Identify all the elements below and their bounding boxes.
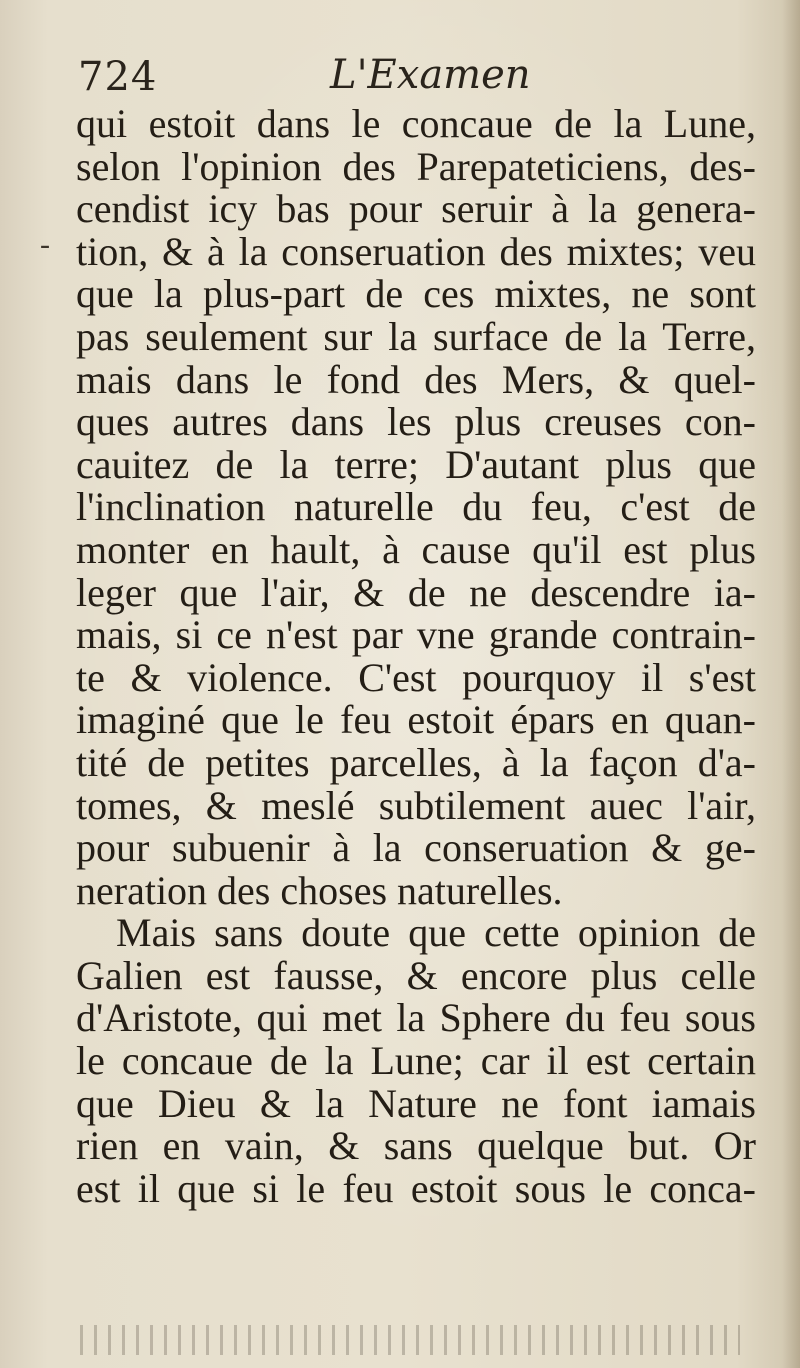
margin-mark: - — [40, 228, 50, 261]
running-title-text: L'Examen — [330, 52, 531, 98]
text-line: mais, si ce n'est par vne grande contrain- — [76, 612, 756, 658]
text-line: pas seulement sur la surface de la Terre, — [76, 313, 756, 359]
running-title — [330, 52, 531, 98]
text-line: te & violence. C'est pourquoy il s'est — [76, 654, 756, 700]
text-line: leger que l'air, & de ne descendre ia- — [76, 569, 756, 615]
text-line: l'inclination naturelle du feu, c'est de — [76, 484, 756, 530]
text-line: cendist icy bas pour seruir à la genera- — [76, 186, 756, 232]
show-through-ink — [80, 1325, 740, 1355]
text-line: Mais sans doute que cette opinion de — [116, 910, 756, 956]
text-line: imaginé que le feu estoit épars en quan- — [76, 697, 756, 743]
text-line: selon l'opinion des Parepateticiens, des- — [76, 143, 756, 189]
text-line: d'Aristote, qui met la Sphere du feu sous — [76, 995, 756, 1041]
text-line: ques autres dans les plus creuses con- — [76, 399, 756, 445]
text-line: que Dieu & la Nature ne font iamais — [76, 1080, 756, 1126]
page-number: 724 — [78, 54, 158, 100]
text-line: tion, & à la conseruation des mixtes; veu — [76, 228, 756, 274]
text-line: cauitez de la terre; D'autant plus que — [76, 441, 756, 487]
page-gutter-shadow — [782, 0, 800, 1368]
text-line: pour subuenir à la conseruation & ge- — [76, 825, 756, 871]
text-line: rien en vain, & sans quelque but. Or — [76, 1123, 756, 1169]
text-line: tomes, & meslé subtilement auec l'air, — [76, 782, 756, 828]
text-line: Galien est fausse, & encore plus celle — [76, 952, 756, 998]
text-line: que la plus-part de ces mixtes, ne sont — [76, 271, 756, 317]
text-line: neration des choses naturelles. — [76, 867, 563, 913]
text-line: monter en hault, à cause qu'il est plus — [76, 526, 756, 572]
text-line: qui estoit dans le concaue de la Lune, — [76, 101, 756, 146]
body-text — [76, 103, 756, 1210]
text-line: le concaue de la Lune; car il est certain — [76, 1038, 756, 1084]
text-line: tité de petites parcelles, à la façon d'a- — [76, 739, 756, 785]
text-line: mais dans le fond des Mers, & quel- — [76, 356, 756, 402]
text-line: est il que si le feu estoit sous le conca- — [76, 1165, 756, 1211]
page-header — [78, 40, 758, 100]
